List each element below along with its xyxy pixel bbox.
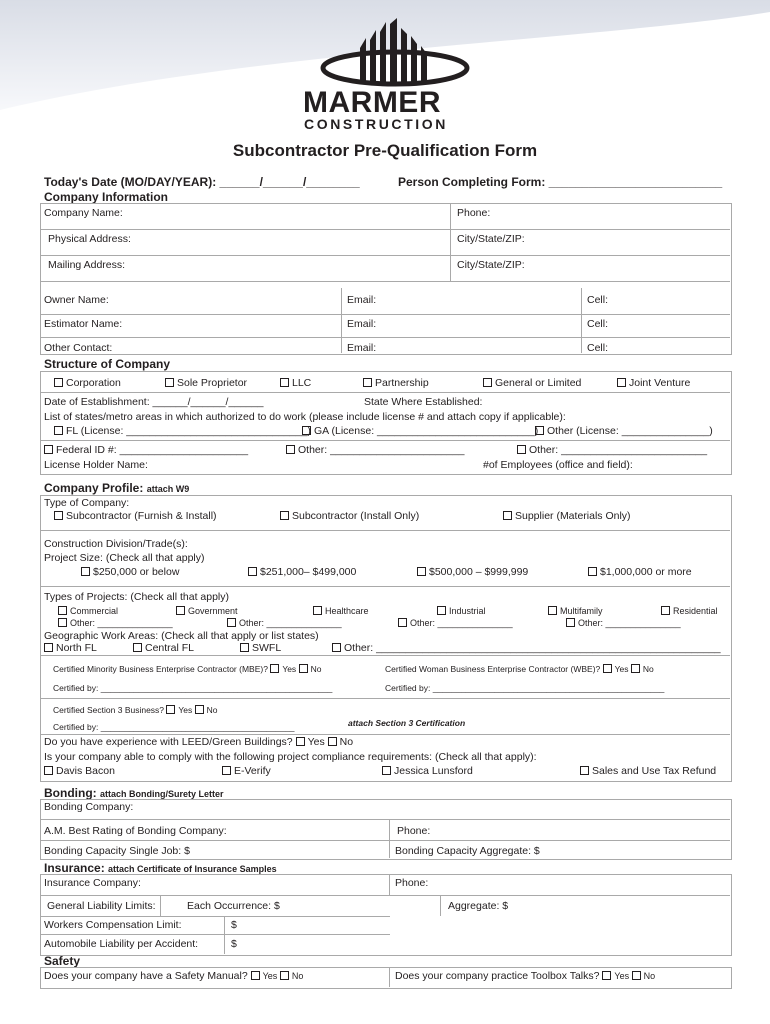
project-types-label: Types of Projects: (Check all that apply)	[44, 591, 229, 603]
estimator-name-field[interactable]: Estimator Name:	[44, 318, 123, 330]
section3-question: Certified Section 3 Business? Yes No	[53, 705, 218, 715]
multifamily-checkbox[interactable]: Multifamily	[548, 606, 603, 616]
ga-license-checkbox[interactable]: GA (License: ___________________________)	[302, 426, 538, 437]
owner-cell-field[interactable]: Cell:	[587, 294, 609, 306]
owner-name-field[interactable]: Owner Name:	[44, 294, 109, 306]
insurance-heading: Insurance: attach Certificate of Insurance Samples	[44, 861, 277, 875]
workers-comp-label: Workers Compensation Limit:	[44, 919, 182, 931]
leed-no-checkbox[interactable]	[328, 737, 337, 746]
physical-city-field[interactable]: City/State/ZIP:	[457, 233, 525, 245]
state-established-field[interactable]: State Where Established:	[364, 396, 483, 408]
date-established-field[interactable]: Date of Establishment: ______/______/______	[44, 396, 264, 408]
gl-aggregate-field[interactable]: Aggregate: $	[448, 900, 509, 912]
wbe-yes-checkbox[interactable]	[603, 664, 612, 673]
other-type-checkbox-4[interactable]: Other: _______________	[566, 618, 681, 628]
mbe-certified-by-field[interactable]: Certified by: _________________________________________________	[53, 683, 333, 693]
healthcare-checkbox[interactable]: Healthcare	[313, 606, 369, 616]
other-type-checkbox-3[interactable]: Other: _______________	[398, 618, 513, 628]
bonding-single-field[interactable]: Bonding Capacity Single Job: $	[44, 845, 190, 857]
other-type-checkbox-1[interactable]: Other: _______________	[58, 618, 173, 628]
other-email-field[interactable]: Email:	[347, 342, 377, 354]
other-type-checkbox-2[interactable]: Other: _______________	[227, 618, 342, 628]
company-info-heading: Company Information	[44, 190, 169, 204]
marmer-logo-icon	[300, 18, 490, 88]
each-occurrence-field[interactable]: Each Occurrence: $	[187, 900, 280, 912]
date-field[interactable]: Today's Date (MO/DAY/YEAR): ______/______/________	[44, 175, 360, 189]
sales-tax-refund-checkbox[interactable]: Sales and Use Tax Refund	[580, 766, 716, 777]
other-license-checkbox[interactable]: Other (License: _______________)	[535, 426, 713, 437]
mailing-address-field[interactable]: Mailing Address:	[48, 259, 126, 271]
physical-address-field[interactable]: Physical Address:	[48, 233, 131, 245]
bonding-rating-field[interactable]: A.M. Best Rating of Bonding Company:	[44, 825, 227, 837]
employees-field[interactable]: #of Employees (office and field):	[483, 459, 633, 471]
bonding-heading: Bonding: attach Bonding/Surety Letter	[44, 786, 224, 800]
mbe-question: Certified Minority Business Enterprise Contractor (MBE)? Yes No	[53, 664, 322, 674]
central-fl-checkbox[interactable]: Central FL	[133, 643, 194, 654]
partnership-checkbox[interactable]: Partnership	[363, 378, 429, 389]
davis-bacon-checkbox[interactable]: Davis Bacon	[44, 766, 115, 777]
bonding-aggregate-field[interactable]: Bonding Capacity Aggregate: $	[395, 845, 540, 857]
sec3-yes-checkbox[interactable]	[166, 705, 175, 714]
toolbox-talks-question: Does your company practice Toolbox Talks? Yes No	[395, 970, 656, 982]
toolbox-yes-checkbox[interactable]	[602, 971, 611, 980]
profile-heading: Company Profile: attach W9	[44, 481, 190, 495]
bonding-company-field[interactable]: Bonding Company:	[44, 801, 134, 813]
company-name-field[interactable]: Company Name:	[44, 207, 123, 219]
general-liability-label: General Liability Limits:	[47, 900, 156, 912]
geo-label: Geographic Work Areas: (Check all that apply or list states)	[44, 630, 319, 642]
project-size-label: Project Size: (Check all that apply)	[44, 552, 205, 564]
sec3-no-checkbox[interactable]	[195, 705, 204, 714]
logo-name: MARMER	[303, 86, 441, 119]
compliance-label: Is your company able to comply with the following project compliance requirements: (Check all that apply):	[44, 751, 537, 763]
insurance-company-field[interactable]: Insurance Company:	[44, 877, 141, 889]
swfl-checkbox[interactable]: SWFL	[240, 643, 281, 654]
states-instructions: List of states/metro areas in which authorized to do work (please include license # and attach copy if applicable):	[44, 411, 566, 423]
fl-license-checkbox[interactable]: FL (License: _______________________________)	[54, 426, 311, 437]
safety-manual-yes-checkbox[interactable]	[251, 971, 260, 980]
logo-subname: CONSTRUCTION	[304, 116, 448, 132]
person-completing-field[interactable]: Person Completing Form: __________________________	[398, 175, 723, 189]
wbe-certified-by-field[interactable]: Certified by: _________________________________________________	[385, 683, 665, 693]
estimator-cell-field[interactable]: Cell:	[587, 318, 609, 330]
joint-venture-checkbox[interactable]: Joint Venture	[617, 378, 690, 389]
sole-proprietor-checkbox[interactable]: Sole Proprietor	[165, 378, 247, 389]
mailing-city-field[interactable]: City/State/ZIP:	[457, 259, 525, 271]
wbe-question: Certified Woman Business Enterprise Contractor (WBE)? Yes No	[385, 664, 654, 674]
section3-certified-by-field[interactable]: Certified by: _________________________________________	[53, 722, 295, 732]
page-title: Subcontractor Pre-Qualification Form	[232, 141, 538, 160]
supplier-checkbox[interactable]: Supplier (Materials Only)	[503, 511, 631, 522]
jessica-lunsford-checkbox[interactable]: Jessica Lunsford	[382, 766, 473, 777]
other-id-checkbox-1[interactable]: Other: _______________________	[286, 445, 464, 456]
llc-checkbox[interactable]: LLC	[280, 378, 311, 389]
toolbox-no-checkbox[interactable]	[632, 971, 641, 980]
leed-yes-checkbox[interactable]	[296, 737, 305, 746]
geo-other-checkbox[interactable]: Other: ___________________________________________________________	[332, 643, 721, 654]
mbe-yes-checkbox[interactable]	[270, 664, 279, 673]
structure-heading: Structure of Company	[44, 357, 171, 371]
bonding-phone-field[interactable]: Phone:	[397, 825, 431, 837]
auto-liability-field[interactable]: $	[231, 938, 237, 950]
size-500k-checkbox[interactable]: $500,000 – $999,999	[417, 567, 528, 578]
north-fl-checkbox[interactable]: North FL	[44, 643, 97, 654]
federal-id-checkbox[interactable]: Federal ID #: ______________________	[44, 445, 248, 456]
size-251k-checkbox[interactable]: $251,000– $499,000	[248, 567, 356, 578]
residential-checkbox[interactable]: Residential	[661, 606, 718, 616]
type-of-company-label: Type of Company:	[44, 497, 130, 509]
license-holder-field[interactable]: License Holder Name:	[44, 459, 148, 471]
estimator-email-field[interactable]: Email:	[347, 318, 377, 330]
general-limited-checkbox[interactable]: General or Limited	[483, 378, 581, 389]
insurance-phone-field[interactable]: Phone:	[395, 877, 429, 889]
other-id-checkbox-2[interactable]: Other: _________________________	[517, 445, 707, 456]
safety-manual-no-checkbox[interactable]	[280, 971, 289, 980]
company-phone-field[interactable]: Phone:	[457, 207, 491, 219]
e-verify-checkbox[interactable]: E-Verify	[222, 766, 271, 777]
industrial-checkbox[interactable]: Industrial	[437, 606, 486, 616]
furnish-install-checkbox[interactable]: Subcontractor (Furnish & Install)	[54, 511, 217, 522]
mbe-no-checkbox[interactable]	[299, 664, 308, 673]
safety-manual-question: Does your company have a Safety Manual? Yes No	[44, 970, 304, 982]
workers-comp-field[interactable]: $	[231, 919, 237, 931]
size-1m-checkbox[interactable]: $1,000,000 or more	[588, 567, 692, 578]
government-checkbox[interactable]: Government	[176, 606, 238, 616]
other-cell-field[interactable]: Cell:	[587, 342, 609, 354]
section3-attach-note: attach Section 3 Certification	[348, 718, 466, 728]
company-info-box	[40, 203, 732, 355]
leed-question: Do you have experience with LEED/Green Buildings? Yes No	[44, 736, 354, 748]
auto-liability-label: Automobile Liability per Accident:	[44, 938, 199, 950]
size-250k-checkbox[interactable]: $250,000 or below	[81, 567, 179, 578]
safety-heading: Safety	[44, 954, 81, 968]
commercial-checkbox[interactable]: Commercial	[58, 606, 118, 616]
corporation-checkbox[interactable]: Corporation	[54, 378, 121, 389]
wbe-no-checkbox[interactable]	[631, 664, 640, 673]
owner-email-field[interactable]: Email:	[347, 294, 377, 306]
install-only-checkbox[interactable]: Subcontractor (Install Only)	[280, 511, 419, 522]
other-contact-field[interactable]: Other Contact:	[44, 342, 113, 354]
division-field[interactable]: Construction Division/Trade(s):	[44, 538, 188, 550]
